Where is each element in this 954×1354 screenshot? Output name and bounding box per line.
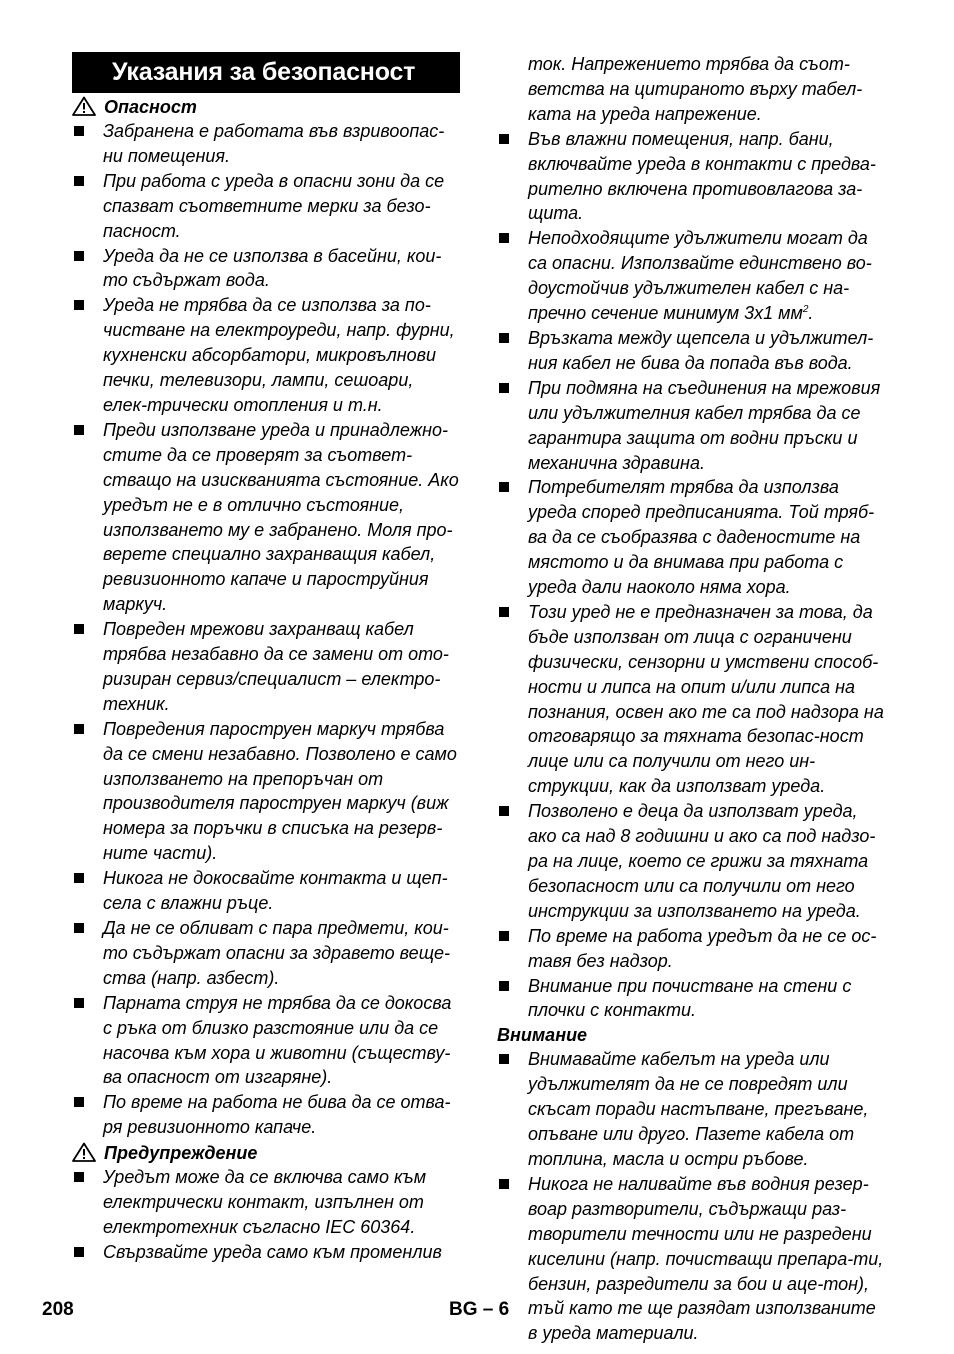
bullet-square-icon <box>72 418 103 617</box>
bullet-square-icon <box>72 916 103 991</box>
list-item: Връзката между щепсела и удължител-ния кабел не бива да попада във вода. <box>497 326 889 376</box>
list-item: Парната струя не трябва да се докосва с ръка от близко разстояние или да се насочва към хора и животни (съществу-ва опасност от изгаряне). <box>72 991 460 1091</box>
list-item: Уреда да не се използва в басейни, кои-то съдържат вода. <box>72 244 460 294</box>
bullet-square-icon <box>497 376 528 476</box>
bullet-square-icon <box>72 617 103 717</box>
list-item: По време на работа не бива да се отва-ря ревизионното капаче. <box>72 1090 460 1140</box>
list-item: Уреда не трябва да се използва за по-чистване на електроуреди, напр. фурни, кухненски абсорбатори, микровълнови печки, телевизори, лампи, сешоари, елек-трически отопления и т.н. <box>72 293 460 418</box>
list-item: Неподходящите удължители могат да са опасни. Използвайте единствено во-доустойчив удължителен кабел с на-пречно сечение минимум 3х1 $мм^2$. <box>497 226 889 326</box>
bullet-square-icon <box>72 293 103 418</box>
list-item: Забранена е работата във взривоопас-ни помещения. <box>72 119 460 169</box>
caution-list <box>497 1047 889 1346</box>
bullet-square-icon <box>72 717 103 866</box>
list-item-continuation: ток. Напрежението трябва да съот-ветства на цитираното върху табел-ката на уреда напрежение. <box>528 54 863 124</box>
bullet-square-icon <box>497 799 528 924</box>
warning-heading <box>72 1141 460 1165</box>
list-item: Свързвайте уреда само към променлив <box>72 1240 460 1265</box>
bullet-square-icon <box>72 991 103 1091</box>
danger-heading <box>72 95 460 119</box>
page-number: 208 <box>42 1299 74 1320</box>
bullet-square-icon <box>497 600 528 799</box>
bullet-square-icon <box>497 1047 528 1172</box>
list-item: Повреден мрежови захранващ кабел трябва незабавно да се замени от ото-ризиран сервиз/специалист – електро-техник. <box>72 617 460 717</box>
bullet-square-icon <box>497 924 528 974</box>
bullet-square-icon <box>72 169 103 244</box>
list-item: Никога не наливайте във водния резер-воар разтворители, съдържащи раз-творители течности или не разредени киселини (напр. почистващи препара-ти, бензин, разредители за бои и аце-тон), тъй като те ще разядат използваните в уреда материали. <box>497 1172 889 1346</box>
bullet-square-icon <box>72 1240 103 1265</box>
section-page-label: BG – 6 <box>449 1299 510 1320</box>
bullet-square-icon <box>497 974 528 1024</box>
bullet-square-icon <box>72 866 103 916</box>
bullet-square-icon <box>497 326 528 376</box>
list-item: Никога не докосвайте контакта и щеп-села с влажни ръце. <box>72 866 460 916</box>
bullet-square-icon <box>497 226 528 326</box>
list-item: При работа с уреда в опасни зони да се спазват съответните мерки за безо-пасност. <box>72 169 460 244</box>
section-title: Указания за безопасност <box>72 52 460 93</box>
warning-list <box>72 1165 460 1265</box>
list-item: Този уред не е предназначен за това, да бъде използван от лица с ограничени физически, сензорни и умствени способ-ности и липса на опит и/или липса на познания, освен ако те са под надзора на отговарящо за тяхната безопас-ност лице или са получили от него ин-струкции, как да използват уреда. <box>497 600 889 799</box>
bullet-square-icon <box>72 119 103 169</box>
list-item: Внимание при почистване на стени с плочки с контакти. <box>497 974 889 1024</box>
bullet-square-icon <box>497 127 528 227</box>
danger-heading-label: Опасност <box>104 97 197 117</box>
list-item: По време на работа уредът да не се ос-тавя без надзор. <box>497 924 889 974</box>
bullet-square-icon <box>497 475 528 600</box>
danger-list <box>72 119 460 1140</box>
list-item: Позволено е деца да използват уреда, ако са над 8 годишни и ако са под надзо-ра на лице, което се грижи за тяхната безопасност или са получили от него инструкции за използването на уреда. <box>497 799 889 924</box>
warning-list-continued <box>497 127 889 1024</box>
bullet-square-icon <box>72 1090 103 1140</box>
warning-triangle-icon <box>72 96 96 116</box>
list-item: Да не се обливат с пара предмети, кои-то съдържат опасни за здравето веще-ства (напр. азбест). <box>72 916 460 991</box>
left-column <box>72 52 460 1265</box>
list-item: Уредът може да се включва само към електрически контакт, изпълнен от електротехник съгласно IEC 60364. <box>72 1165 460 1240</box>
bullet-square-icon <box>72 244 103 294</box>
list-item: Преди използване уреда и принадлежно-стите да се проверят за съответ-стващо на изискванията състояние. Ако уредът не е в отлично състояние, използването му е забранено. Моля про-верете специално захранващия кабел, ревизионното капаче и пароструйния маркуч. <box>72 418 460 617</box>
list-item: Потребителят трябва да използва уреда според предписанията. Той тряб-ва да се съобразява с даденостите на мястото и да внимава при работа с уреда дали наоколо няма хора. <box>497 475 889 600</box>
list-item: Внимавайте кабелът на уреда или удължителят да не се повредят или скъсат поради настъпване, прегъване, опъване или друго. Пазете кабела от топлина, масла и остри ръбове. <box>497 1047 889 1172</box>
right-column <box>497 52 889 1346</box>
list-item: Във влажни помещения, напр. бани, включвайте уреда в контакти с предва-рително включена противовлагова за-щита. <box>497 127 889 227</box>
caution-heading-label: Внимание <box>497 1025 588 1046</box>
warning-heading-label: Предупреждение <box>104 1143 258 1164</box>
list-item: При подмяна на съединения на мрежовия или удължителния кабел трябва да се гарантира защита от водни пръски и механична здравина. <box>497 376 889 476</box>
warning-triangle-icon <box>72 1142 96 1162</box>
caution-heading <box>497 1023 889 1047</box>
list-item: Повредения пароструен маркуч трябва да се смени незабавно. Позволено е само използването на препоръчан от производителя пароструен маркуч (виж номера за поръчки в списъка на резерв-ните части). <box>72 717 460 866</box>
bullet-square-icon <box>72 1165 103 1240</box>
